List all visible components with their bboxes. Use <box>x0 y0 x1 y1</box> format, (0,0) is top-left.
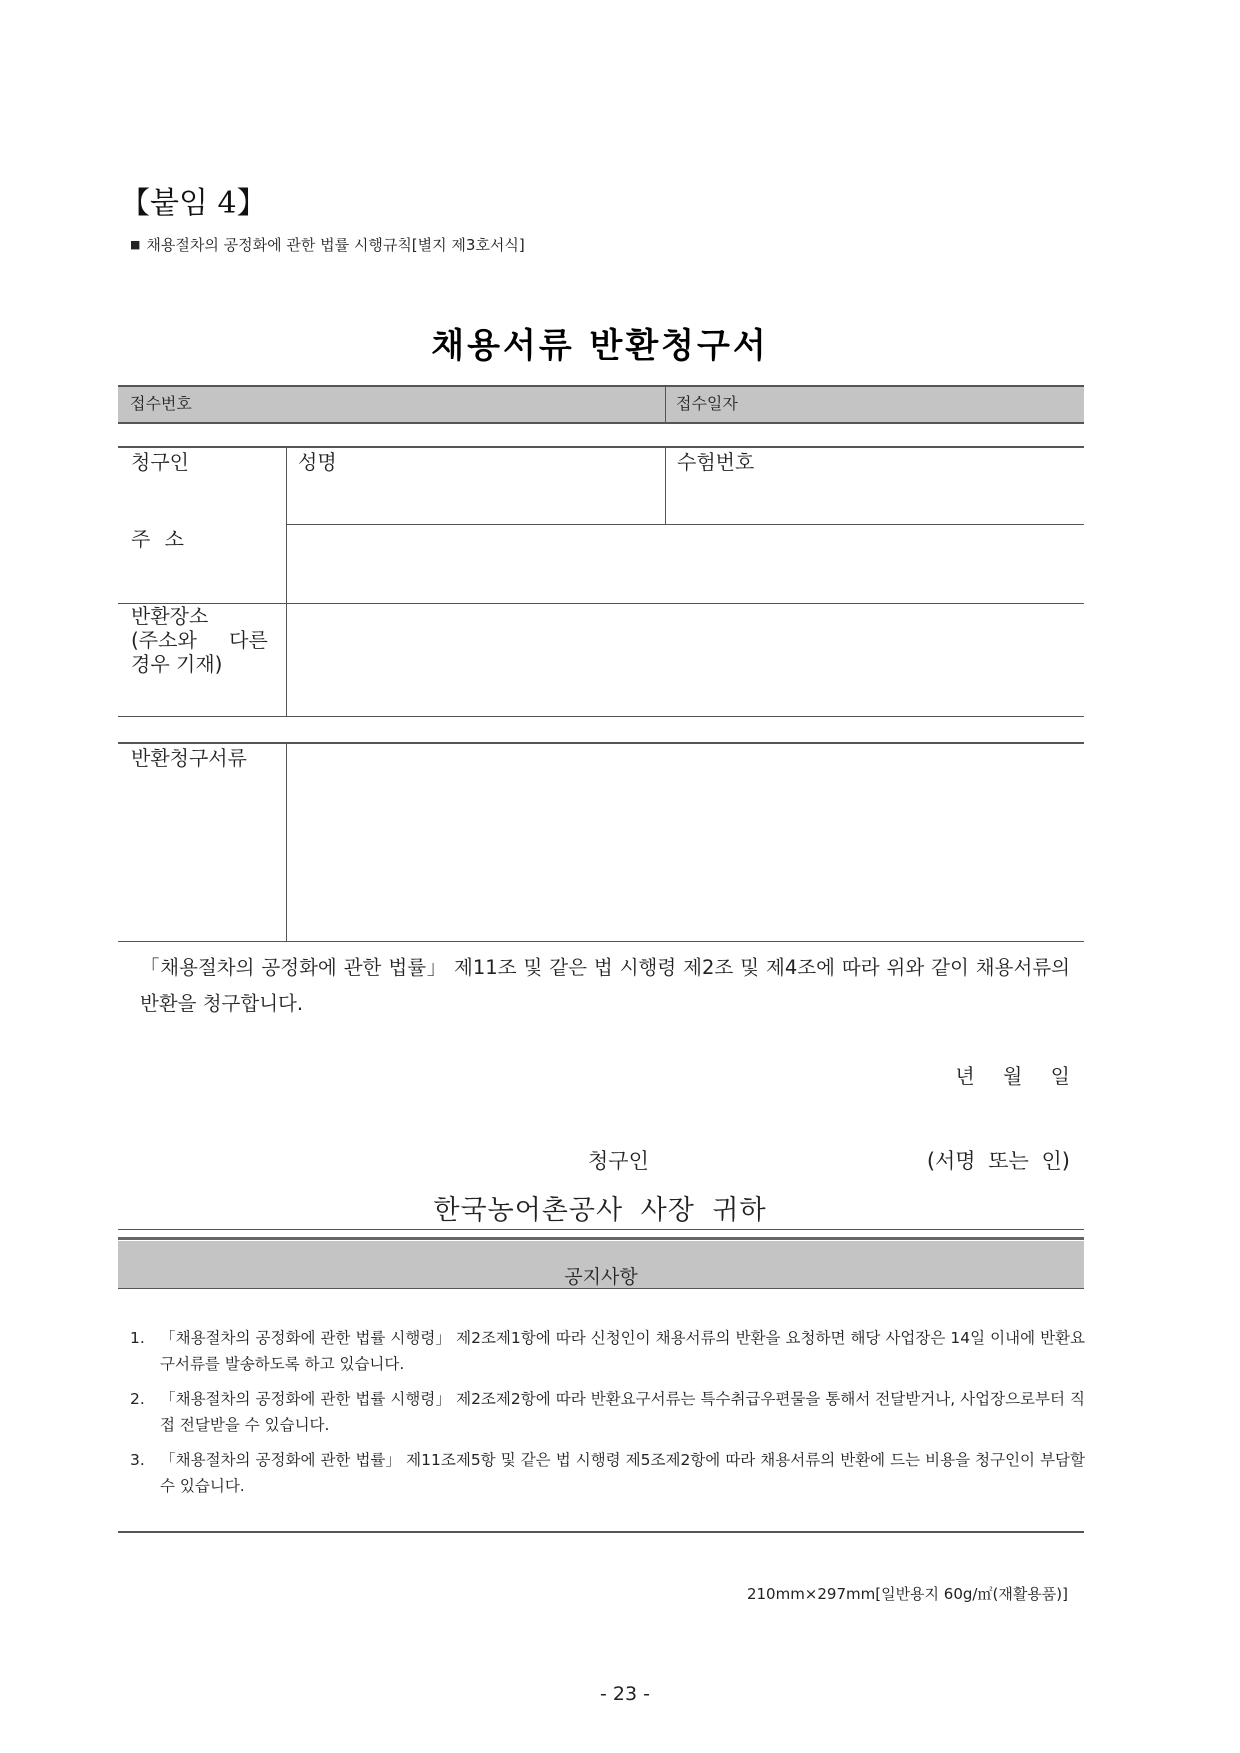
notice-item-number: 3. <box>130 1451 145 1469</box>
notice-title: 공지사항 <box>564 1266 638 1288</box>
return-place-label-line3: 경우 기재) <box>131 652 223 676</box>
divider <box>118 941 1084 942</box>
address-label: 주 소 <box>131 527 184 551</box>
name-label: 성명 <box>298 450 337 474</box>
receipt-date-label: 접수일자 <box>676 394 738 413</box>
return-place-label <box>131 604 277 676</box>
return-place-label-line1: 반환장소 <box>131 604 209 628</box>
page-number: - 23 - <box>600 1683 650 1705</box>
notice-item-text: 「채용절차의 공정화에 관한 법률 시행령」 제2조제2항에 따라 반환요구서류는 특수취급우편물을 통해서 전달받거나, 사업장으로부터 직접 전달받을 수 있습니다. <box>160 1390 1085 1434</box>
notice-item <box>130 1447 1085 1499</box>
signature-label: (서명 또는 인) <box>926 1149 1070 1173</box>
receipt-row <box>118 386 1084 422</box>
notice-item-text: 「채용절차의 공정화에 관한 법률 시행령」 제2조제1항에 따라 신청인이 채용서류의 반환을 요청하면 해당 사업장은 14일 이내에 반환요구서류를 발송하도록 하고 있습니다. <box>160 1329 1085 1373</box>
declaration-text: 「채용절차의 공정화에 관한 법률」 제11조 및 같은 법 시행령 제2조 및 제4조에 따라 위와 같이 채용서류의 반환을 청구합니다. <box>140 956 1070 1015</box>
notice-item <box>130 1325 1085 1377</box>
exam-number-label: 수험번호 <box>677 450 755 474</box>
divider <box>118 716 1084 717</box>
date-placeholder: 년 월 일 <box>955 1064 1070 1088</box>
divider <box>665 386 666 422</box>
receipt-number-label: 접수번호 <box>130 394 192 413</box>
attachment-label: 【붙임 4】 <box>120 186 267 221</box>
divider <box>118 1229 1084 1230</box>
divider <box>118 385 1084 387</box>
recipient: 한국농어촌공사 사장 귀하 <box>433 1195 767 1226</box>
legal-reference-text: 채용절차의 공정화에 관한 법률 시행규칙[별지 제3호서식] <box>146 236 525 254</box>
documents-label: 반환청구서류 <box>131 746 247 770</box>
divider <box>118 1531 1084 1533</box>
claimant-label: 청구인 <box>131 450 189 474</box>
divider <box>118 446 1084 448</box>
divider <box>118 1237 1084 1240</box>
divider <box>286 446 287 716</box>
divider <box>286 524 1084 525</box>
return-place-label-line2: (주소와 다른 <box>131 628 268 652</box>
notice-item-number: 2. <box>130 1390 145 1408</box>
divider <box>286 742 287 941</box>
notice-item-text: 「채용절차의 공정화에 관한 법률」 제11조제5항 및 같은 법 시행령 제5조제2항에 따라 채용서류의 반환에 드는 비용을 청구인이 부담할 수 있습니다. <box>160 1451 1085 1495</box>
divider <box>118 422 1084 424</box>
divider <box>665 446 666 524</box>
legal-reference <box>130 234 525 255</box>
divider <box>118 742 1084 744</box>
bullet-square-icon: ■ <box>130 238 141 251</box>
notice-item <box>130 1386 1085 1438</box>
form-title: 채용서류 반환청구서 <box>431 326 769 366</box>
claimant-signature-label: 청구인 <box>588 1149 649 1173</box>
notice-item-number: 1. <box>130 1329 145 1347</box>
paper-spec: 210mm×297mm[일반용지 60g/㎡(재활용품)] <box>746 1585 1068 1603</box>
